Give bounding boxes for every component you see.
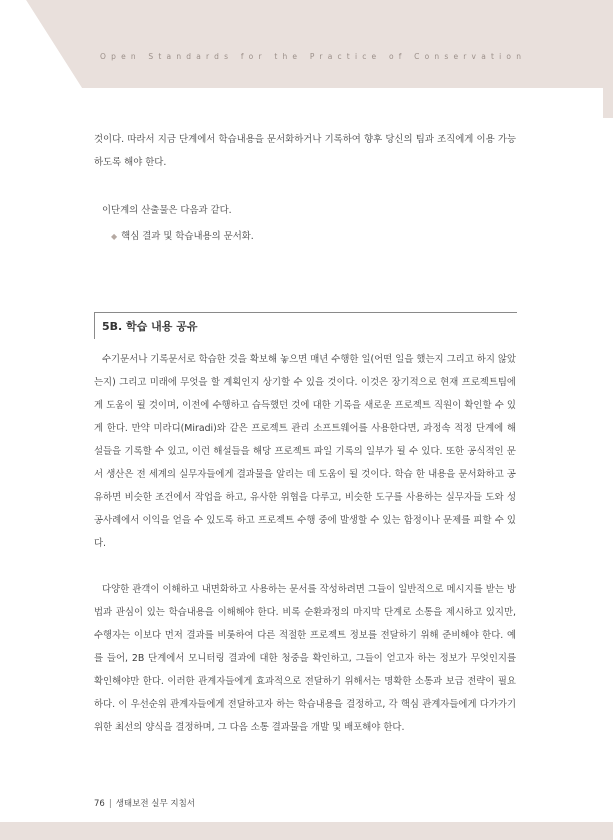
body-paragraph-2: 다양한 관객이 이해하고 내면화하고 사용하는 문서를 작성하려면 그들이 일반적으로 메시지를 받는 방법과 관심이 있는 학습내용을 이해해야 한다. 비록 순환과정의 마지막 단계로 소통을 제시하고 있지만, 수행자는 이보다 먼저 결과를 비롯하여 다른 적절한 프로젝트 정보를 전달하기 위해 준비해야 한다. 예를 들어, 2B 단계에서 모니터링 결과에 대한 청중을 확인하고, 그들이 얻고자 하는 정보가 무엇인지를 확인해야만 한다. 이러한 관계자들에게 효과적으로 전달하기 위해서는 명확한 소통과 보급 전략이 필요하다. 이 우선순위 관계자들에게 전달하고자 하는 학습내용을 결정하고, 각 핵심 관계자들에게 다가가기 위한 최선의 양식을 결정하며, 그 다음 소통 결과물을 개발 및 배포해야 한다. xyxy=(94,584,516,733)
footer-separator: | xyxy=(108,799,112,809)
header-tagline: Open Standards for the Practice of Conservation xyxy=(100,52,527,61)
body-paragraph-1: 수기문서나 기록문서로 학습한 것을 확보해 놓으면 매년 수행한 일(어떤 일을 했는지 그리고 하지 않았는지) 그리고 미래에 무엇을 할 계획인지 상기할 수 있을 것이다. 이것은 장기적으로 현재 프로젝트팀에게 도움이 될 것이며, 이전에 수행하고 습득했던 것에 대한 기록을 새로운 프로젝트 직원이 확인할 수 있게 한다. 만약 미라디(Miradi)와 같은 프로젝트 관리 소프트웨어를 사용한다면, 과정속 적정 단계에 해설들을 기록할 수 있고, 이런 해설들을 해당 프로젝트 파일 기록의 일부가 될 수 있다. 또한 공식적인 문서 생산은 전 세계의 실무자들에게 결과물을 알리는 데 도움이 될 것이다. 학습 한 내용을 문서화하고 공유하면 비슷한 조건에서 작업을 하고, 유사한 위협을 다루고, 비슷한 도구를 사용하는 실무자들 도와 성공사례에서 이익을 얻을 수 있도록 하고 프로젝트 수행 중에 발생할 수 있는 함정이나 문제를 피할 수 있다. xyxy=(94,354,516,549)
section-title: 5B. 학습 내용 공유 xyxy=(102,320,198,333)
footer-band xyxy=(0,822,613,840)
page-number: 76 xyxy=(94,799,105,809)
outputs-list-item xyxy=(111,228,254,242)
page-footer xyxy=(94,797,195,809)
outputs-list-item-text: 핵심 결과 및 학습내용의 문서화. xyxy=(121,231,254,242)
book-title: 생태보전 실무 지침서 xyxy=(115,799,196,809)
intro-paragraph: 것이다. 따라서 지금 단계에서 학습내용을 문서화하거나 기록하여 향후 당신의 팀과 조직에게 이용 가능하도록 해야 한다. xyxy=(94,134,516,168)
diamond-bullet-icon: ◆ xyxy=(111,232,118,241)
page-edge-tab xyxy=(603,88,613,118)
header-band xyxy=(0,0,613,88)
outputs-intro: 이단계의 산출물은 다음과 같다. xyxy=(102,205,232,216)
